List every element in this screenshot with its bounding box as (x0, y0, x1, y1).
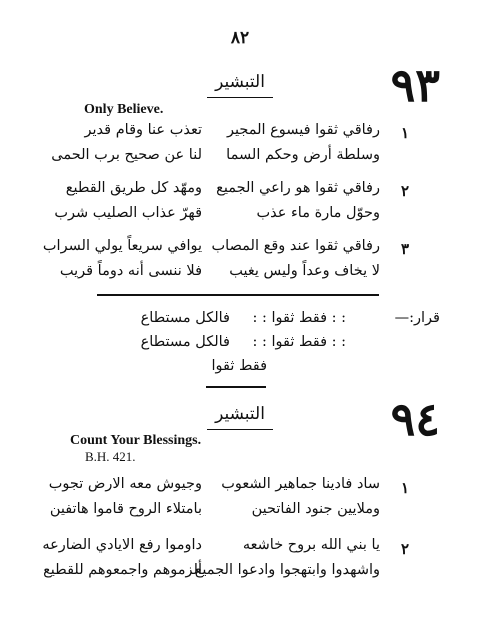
chorus-label: قرار:— (394, 310, 440, 326)
stanza-number: ٢ (400, 540, 409, 558)
hymn-94-reference: B.H. 421. (85, 449, 136, 464)
section-divider (97, 294, 379, 296)
verse-line: فلا ننسى أنه دوماً قريب (59, 263, 202, 279)
verse-line: وحوّل مارة ماء عذب (256, 205, 380, 221)
verse-line: ألزموهم واجمعوهم للقطيع (43, 562, 202, 578)
hymn-93-english-title: Only Believe. (84, 102, 164, 117)
stanza-number: ٢ (400, 182, 409, 200)
hymn-94-title: التبشير (215, 404, 265, 424)
stanza-number: ٣ (400, 240, 409, 258)
verse-line: واشهدوا وابتهجوا وادعوا الجميع (194, 562, 380, 578)
hymn-93-title: التبشير (215, 72, 265, 92)
chorus-line: فالكل مستطاع (140, 334, 230, 350)
verse-line: ساد فادينا جماهير الشعوب (221, 476, 380, 492)
hymn-separator (206, 386, 266, 388)
verse-line: وسلطة أرض وحكم السما (226, 147, 380, 163)
chorus-line: : : فقط ثقوا : : (252, 310, 346, 326)
verse-line: تعذب عنا وقام قدير (84, 122, 202, 138)
verse-line: ومهّد كل طريق القطيع (65, 180, 202, 196)
chorus-line: فالكل مستطاع (140, 310, 230, 326)
verse-line: رفاقي ثقوا عند وقع المصاب (211, 238, 380, 254)
chorus-final-line: فقط ثقوا (211, 358, 267, 374)
verse-line: وجيوش معه الارض تجوب (48, 476, 202, 492)
verse-line: رفاقي ثقوا فيسوع المجير (226, 122, 380, 138)
hymn-94-title-underline (207, 429, 273, 430)
verse-line: لنا عن صحيح برب الحمى (51, 147, 202, 163)
verse-line: رفاقي ثقوا هو راعي الجميع (216, 180, 380, 196)
verse-line: لا يخاف وعداً وليس يغيب (229, 263, 380, 279)
hymn-94-english-title: Count Your Blessings. (70, 433, 202, 448)
hymn-93-number: ٩٣ (390, 58, 440, 112)
verse-line: قهرّ عذاب الصليب شرب (54, 205, 202, 221)
hymn-93-title-underline (207, 97, 273, 98)
verse-line: يوافي سريعاً يولي السراب (42, 238, 202, 254)
verse-line: داوموا رفع الايادي الضارعه (42, 537, 202, 553)
hymn-94-number: ٩٤ (390, 392, 440, 446)
verse-line: وملايين جنود الفاتحين (251, 501, 380, 517)
verse-line: بامتلاء الروح قاموا هاتفين (49, 501, 202, 517)
page-number: ٨٢ (230, 28, 250, 48)
stanza-number: ١ (400, 124, 409, 142)
chorus-line: : : فقط ثقوا : : (252, 334, 346, 350)
verse-line: يا بني الله بروح خاشعه (242, 537, 380, 553)
stanza-number: ١ (400, 479, 409, 497)
